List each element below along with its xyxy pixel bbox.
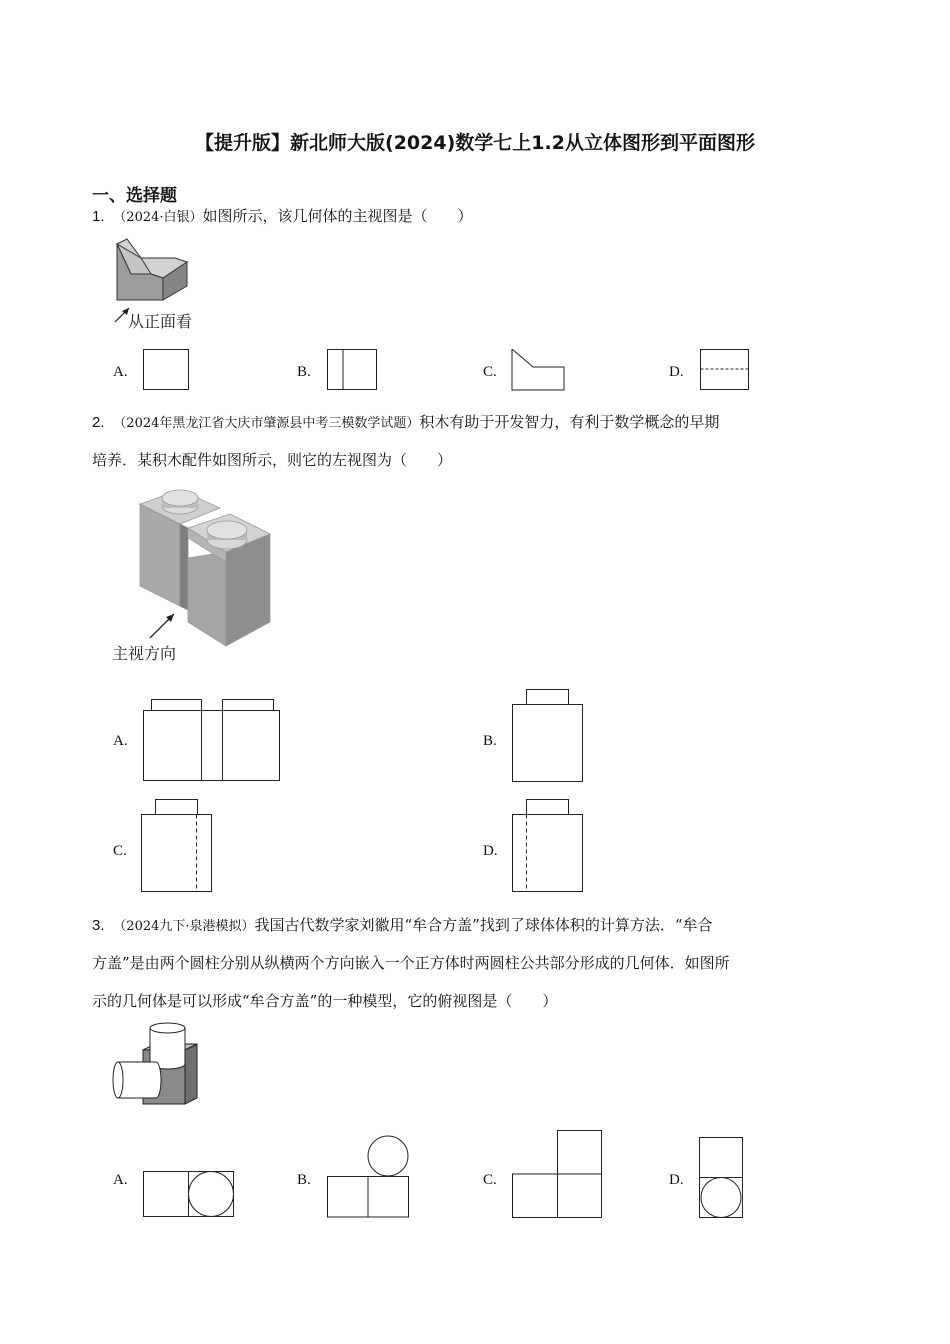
question-3-line-1 xyxy=(92,915,713,937)
q3-cube-side xyxy=(185,1044,197,1104)
q3-option-d-figure[interactable] xyxy=(699,1137,745,1219)
question-2-line-1 xyxy=(92,412,719,434)
q1-option-c-label[interactable]: C. xyxy=(483,364,497,380)
q2-option-d-label[interactable]: D. xyxy=(483,843,498,859)
question-source: （2024九下·泉港模拟） xyxy=(113,919,255,934)
q1-option-d-label[interactable]: D. xyxy=(669,364,684,380)
q2-right-front xyxy=(188,552,226,646)
q3-option-d-label[interactable]: D. xyxy=(669,1172,684,1188)
q2-option-a-label[interactable]: A. xyxy=(113,733,128,749)
q3-option-a-label[interactable]: A. xyxy=(113,1172,128,1188)
question-number: 2. xyxy=(92,414,105,431)
q2-option-d-figure[interactable] xyxy=(512,799,584,893)
q1-option-a-label[interactable]: A. xyxy=(113,364,128,380)
q2-brick-figure xyxy=(130,486,280,646)
q1-option-b-figure[interactable] xyxy=(327,349,377,391)
question-source: （2024年黑龙江省大庆市肇源县中考三模数学试题） xyxy=(113,416,420,431)
question-3-line-3: 示的几何体是可以形成“牟合方盖”的一种模型，它的俯视图是（ ） xyxy=(92,992,558,1010)
q1-option-a-figure[interactable] xyxy=(143,349,189,391)
q3-option-b-figure[interactable] xyxy=(327,1136,411,1219)
question-3-line-2: 方盖”是由两个圆柱分别从纵横两个方向嵌入一个正方体时两圆柱公共部分形成的几何体．如图所 xyxy=(92,954,730,972)
q3-option-c-figure[interactable] xyxy=(512,1130,604,1219)
q3-option-b-label[interactable]: B. xyxy=(297,1172,311,1188)
q2-caption: 主视方向 xyxy=(112,644,177,663)
q1-option-b-label[interactable]: B. xyxy=(297,364,311,380)
question-text: 积木有助于开发智力，有利于数学概念的早期 xyxy=(419,413,720,431)
q2-option-a-figure[interactable] xyxy=(143,699,281,783)
q2-notch xyxy=(180,524,188,610)
q3-option-a-figure[interactable] xyxy=(143,1171,235,1218)
section-heading: 一、选择题 xyxy=(92,186,177,206)
q2-right-side xyxy=(226,534,270,646)
q2-option-c-figure[interactable] xyxy=(141,799,213,893)
question-number: 1. xyxy=(92,208,105,225)
q1-caption: 从正面看 xyxy=(128,312,193,331)
q2-option-b-figure[interactable] xyxy=(512,689,584,783)
q2-option-c-label[interactable]: C. xyxy=(113,843,127,859)
q1-option-c-figure[interactable] xyxy=(511,348,566,392)
page-title: 【提升版】新北师大版(2024)数学七上1.2从立体图形到平面图形 xyxy=(195,132,755,154)
q2-option-b-label[interactable]: B. xyxy=(483,733,497,749)
question-text: 如图所示，该几何体的主视图是（ ） xyxy=(202,207,473,225)
question-text: 我国古代数学家刘徽用“牟合方盖”找到了球体体积的计算方法．“牟合 xyxy=(254,916,713,934)
q1-option-d-figure[interactable] xyxy=(700,349,750,391)
q3-option-c-label[interactable]: C. xyxy=(483,1172,497,1188)
question-source: （2024·白银） xyxy=(113,210,203,225)
question-number: 3. xyxy=(92,917,105,934)
question-1 xyxy=(92,206,473,228)
q3-solid-figure xyxy=(108,1018,203,1108)
question-2-line-2: 培养．某积木配件如图所示，则它的左视图为（ ） xyxy=(92,451,453,469)
